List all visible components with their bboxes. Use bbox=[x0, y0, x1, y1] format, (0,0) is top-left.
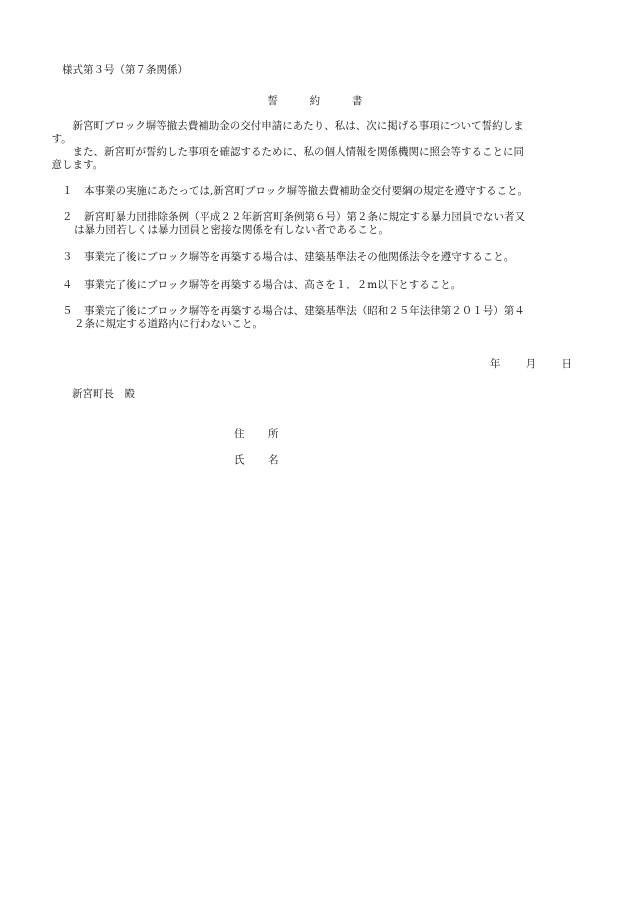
pledge-item-line-1: 事業完了後にブロック塀等を再築する場合は、建築基準法（昭和２５年法律第２０１号）第４ bbox=[84, 305, 525, 317]
intro-paragraph-1-line-1: 新宮町ブロック塀等撤去費補助金の交付申請にあたり、私は、次に掲げる事項について誓約しま bbox=[72, 120, 524, 132]
pledge-item-line-1: 新宮町暴力団排除条例（平成２２年新宮町条例第６号）第２条に規定する暴力団員でない者又 bbox=[84, 211, 525, 223]
address-label-char-1: 住 bbox=[234, 428, 245, 440]
intro-paragraph-1 bbox=[51, 120, 580, 146]
pledge-item-number: ３ bbox=[62, 251, 73, 263]
pledge-item-line-2: ２条に規定する道路内に行わないこと。 bbox=[74, 318, 263, 331]
intro-paragraph-1-line-2: す。 bbox=[51, 133, 72, 146]
form-number: 様式第３号（第７条関係） bbox=[62, 64, 188, 76]
date-line bbox=[468, 358, 572, 371]
pledge-item-5 bbox=[62, 305, 580, 331]
date-month-label: 月 bbox=[525, 358, 537, 370]
date-year-label: 年 bbox=[489, 358, 501, 370]
pledge-item-2 bbox=[62, 211, 580, 237]
name-label-char-1: 氏 bbox=[234, 454, 245, 466]
title-char-2: 約 bbox=[309, 95, 321, 107]
name-label-char-2: 名 bbox=[268, 454, 279, 466]
name-field bbox=[234, 454, 279, 467]
pledge-item-text bbox=[84, 251, 580, 264]
pledge-item-4 bbox=[62, 279, 580, 292]
pledge-item-3 bbox=[62, 251, 580, 264]
address-field bbox=[234, 428, 279, 441]
pledge-item-1 bbox=[62, 185, 580, 198]
intro-text bbox=[51, 120, 580, 173]
address-label-char-2: 所 bbox=[268, 428, 279, 440]
pledge-item-text bbox=[74, 305, 580, 331]
pledge-item-number: ２ bbox=[62, 211, 73, 223]
intro-paragraph-2-line-1: また、新宮町が誓約した事項を確認するために、私の個人情報を関係機関に照会等することに同 bbox=[72, 146, 524, 159]
pledge-item-line-2: は暴力団若しくは暴力団員と密接な関係を有しない者であること。 bbox=[74, 224, 389, 237]
intro-paragraph-2 bbox=[51, 146, 580, 172]
date-day-label: 日 bbox=[561, 358, 572, 370]
pledge-item-text bbox=[84, 279, 580, 292]
pledge-item-number: ５ bbox=[62, 305, 73, 317]
pledge-item-text bbox=[84, 185, 580, 198]
pledge-item-line-1: 事業完了後にブロック塀等を再築する場合は、建築基準法その他関係法令を遵守すること。 bbox=[84, 251, 515, 263]
intro-paragraph-2-line-2: 意します。 bbox=[51, 159, 104, 172]
pledge-item-number: １ bbox=[62, 185, 73, 197]
document-title bbox=[0, 95, 630, 108]
pledge-item-text bbox=[74, 211, 580, 237]
addressee: 新宮町長 殿 bbox=[72, 388, 135, 400]
pledge-item-line-1: 事業完了後にブロック塀等を再築する場合は、高さを１．２m以下とすること。 bbox=[84, 279, 462, 291]
pledge-item-line-1: 本事業の実施にあたっては,新宮町ブロック塀等撤去費補助金交付要綱の規定を遵守すること。 bbox=[84, 185, 529, 197]
title-char-3: 書 bbox=[351, 95, 363, 107]
pledge-item-number: ４ bbox=[62, 279, 73, 291]
title-char-1: 誓 bbox=[267, 95, 279, 107]
